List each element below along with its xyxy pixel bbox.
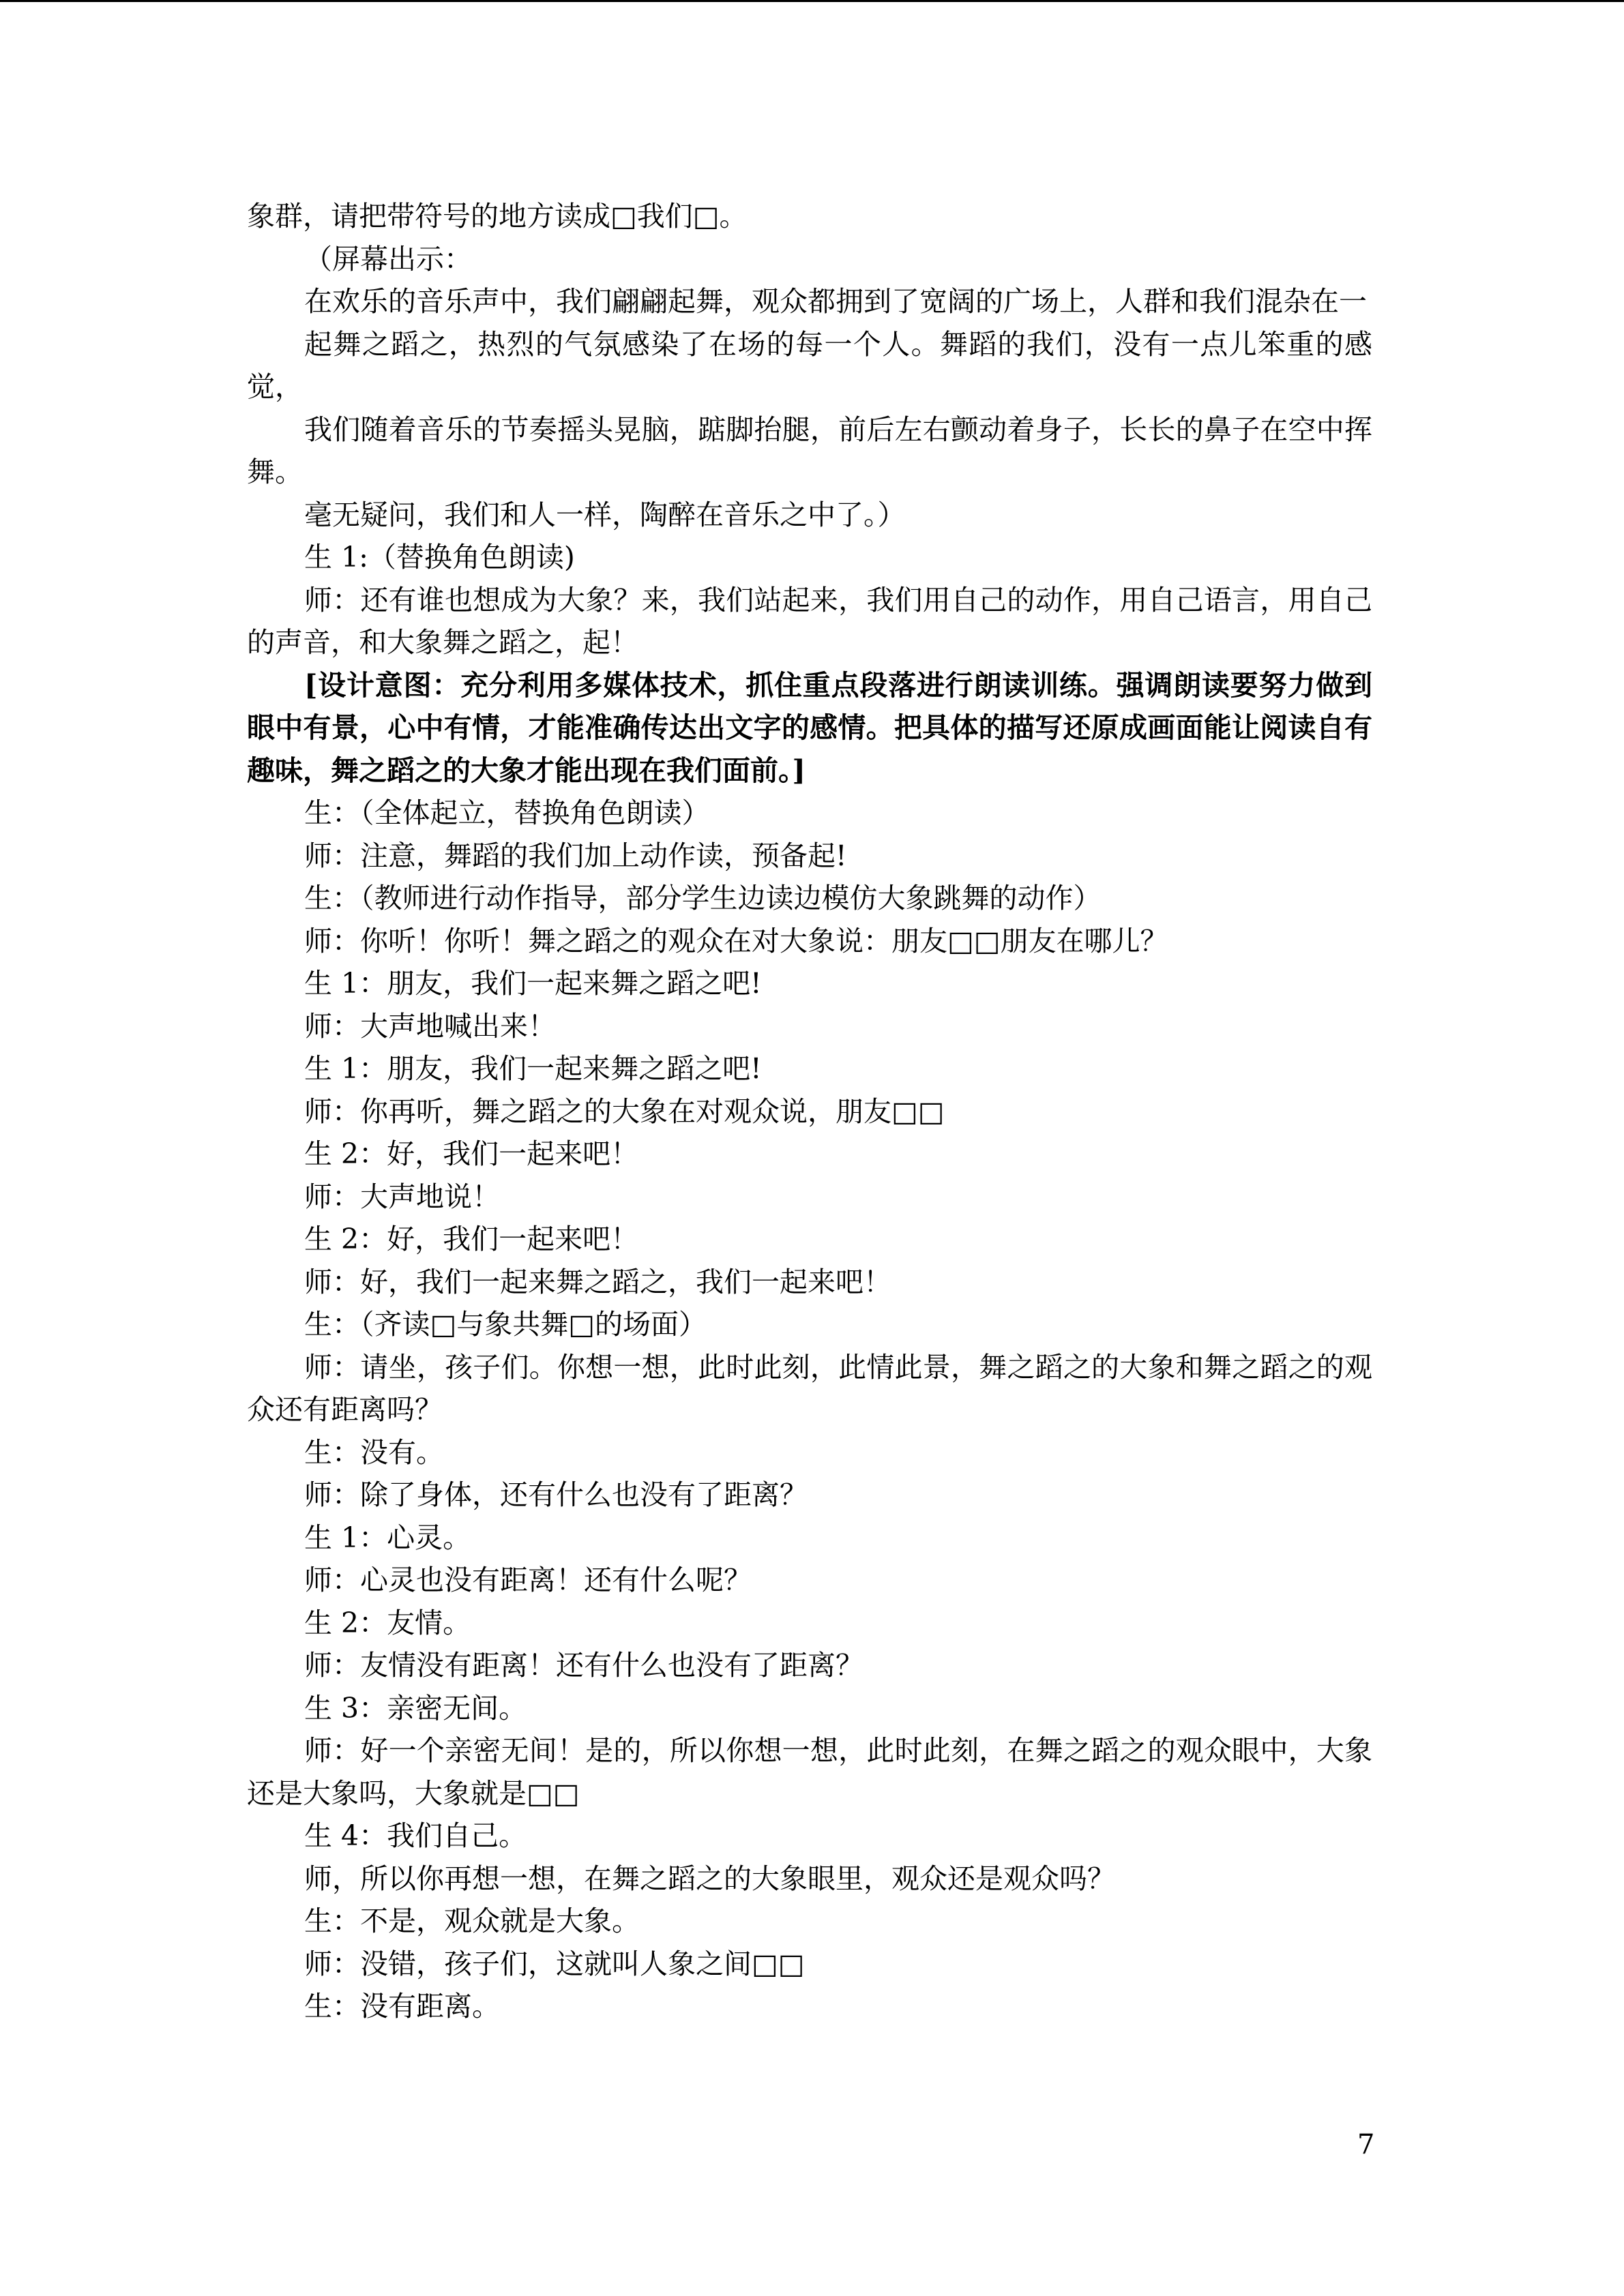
text-paragraph: 师：注意，舞蹈的我们加上动作读，预备起! bbox=[304, 839, 847, 872]
text-paragraph: 师：你再听，舞之蹈之的大象在对观众说，朋友□□ bbox=[304, 1094, 945, 1128]
text-paragraph: 毫无疑问，我们和人一样，陶醉在音乐之中了。） bbox=[304, 498, 906, 531]
text-paragraph: 师：你听！你听！舞之蹈之的观众在对大象说：朋友□□朋友在哪儿？ bbox=[304, 924, 1168, 957]
text-paragraph: 生 2：好，我们一起来吧！ bbox=[304, 1137, 639, 1170]
design-intent-paragraph: [设计意图：充分利用多媒体技术，抓住重点段落进行朗读训练。强调朗读要努力做到眼中有景，心中有情，才能准确传达出文字的感情。把具体的描写还原成画面能让阅读自有趣味，舞之蹈之的大象才能出现在我们面前。] bbox=[247, 668, 1372, 787]
text-paragraph: 师：好一个亲密无间！是的，所以你想一想，此时此刻，在舞之蹈之的观众眼中，大象还是大象吗，大象就是□□ bbox=[247, 1734, 1372, 1810]
text-paragraph: 师：大声地喊出来！ bbox=[304, 1009, 556, 1043]
text-paragraph: 生：不是，观众就是大象。 bbox=[304, 1905, 640, 1937]
text-paragraph: 师，所以你再想一想，在舞之蹈之的大象眼里，观众还是观众吗？ bbox=[304, 1862, 1115, 1895]
text-paragraph: 师：没错，孩子们，这就叫人象之间□□ bbox=[304, 1947, 805, 1980]
text-paragraph: 师：好，我们一起来舞之蹈之，我们一起来吧！ bbox=[304, 1265, 891, 1298]
page-top-border bbox=[0, 0, 1624, 2]
text-paragraph: 起舞之蹈之，热烈的气氛感染了在场的每一个人。舞蹈的我们，没有一点儿笨重的感觉， bbox=[247, 327, 1372, 403]
text-paragraph: 在欢乐的音乐声中，我们翩翩起舞，观众都拥到了宽阔的广场上，人群和我们混杂在一 bbox=[304, 285, 1367, 318]
text-paragraph: 生 1：朋友，我们一起来舞之蹈之吧! bbox=[304, 1052, 762, 1085]
document-body bbox=[247, 195, 1372, 2028]
text-paragraph: 生 4：我们自己。 bbox=[304, 1819, 527, 1852]
text-paragraph: 生 3：亲密无间。 bbox=[304, 1691, 527, 1725]
text-paragraph: 师：大声地说！ bbox=[304, 1180, 500, 1213]
page-number: 7 bbox=[1357, 2129, 1375, 2160]
text-paragraph: 生 1：心灵。 bbox=[304, 1521, 471, 1554]
text-paragraph: 生 2：友情。 bbox=[304, 1606, 471, 1639]
text-paragraph: 生 1：朋友，我们一起来舞之蹈之吧! bbox=[304, 967, 762, 1000]
text-paragraph: 师：还有谁也想成为大象？来，我们站起来，我们用自己的动作，用自己语言，用自己的声音，和大象舞之蹈之，起！ bbox=[247, 583, 1372, 659]
text-paragraph: 象群，请把带符号的地方读成□我们□。 bbox=[247, 200, 748, 233]
text-paragraph: 生：（教师进行动作指导，部分学生边读边模仿大象跳舞的动作） bbox=[304, 882, 1102, 914]
text-paragraph: （屏幕出示： bbox=[304, 242, 472, 275]
text-paragraph: 生 2：好，我们一起来吧！ bbox=[304, 1223, 639, 1255]
text-paragraph: 师：请坐，孩子们。你想一想，此时此刻，此情此景，舞之蹈之的大象和舞之蹈之的观众还有距离吗？ bbox=[247, 1350, 1372, 1426]
text-paragraph: 生：没有距离。 bbox=[304, 1990, 500, 2023]
text-paragraph: 生：（全体起立，替换角色朗读） bbox=[304, 796, 710, 829]
text-paragraph: 生：（齐读□与象共舞□的场面） bbox=[304, 1308, 707, 1341]
text-paragraph: 师：除了身体，还有什么也没有了距离？ bbox=[304, 1478, 808, 1511]
text-paragraph: 生 1:（替换角色朗读) bbox=[304, 541, 575, 573]
text-paragraph: 师：心灵也没有距离！还有什么呢？ bbox=[304, 1564, 752, 1596]
text-paragraph: 师：友情没有距离！还有什么也没有了距离？ bbox=[304, 1649, 863, 1682]
text-paragraph: 生：没有。 bbox=[304, 1435, 444, 1469]
text-paragraph: 我们随着音乐的节奏摇头晃脑，踮脚抬腿，前后左右颤动着身子，长长的鼻子在空中挥舞。 bbox=[247, 413, 1372, 488]
